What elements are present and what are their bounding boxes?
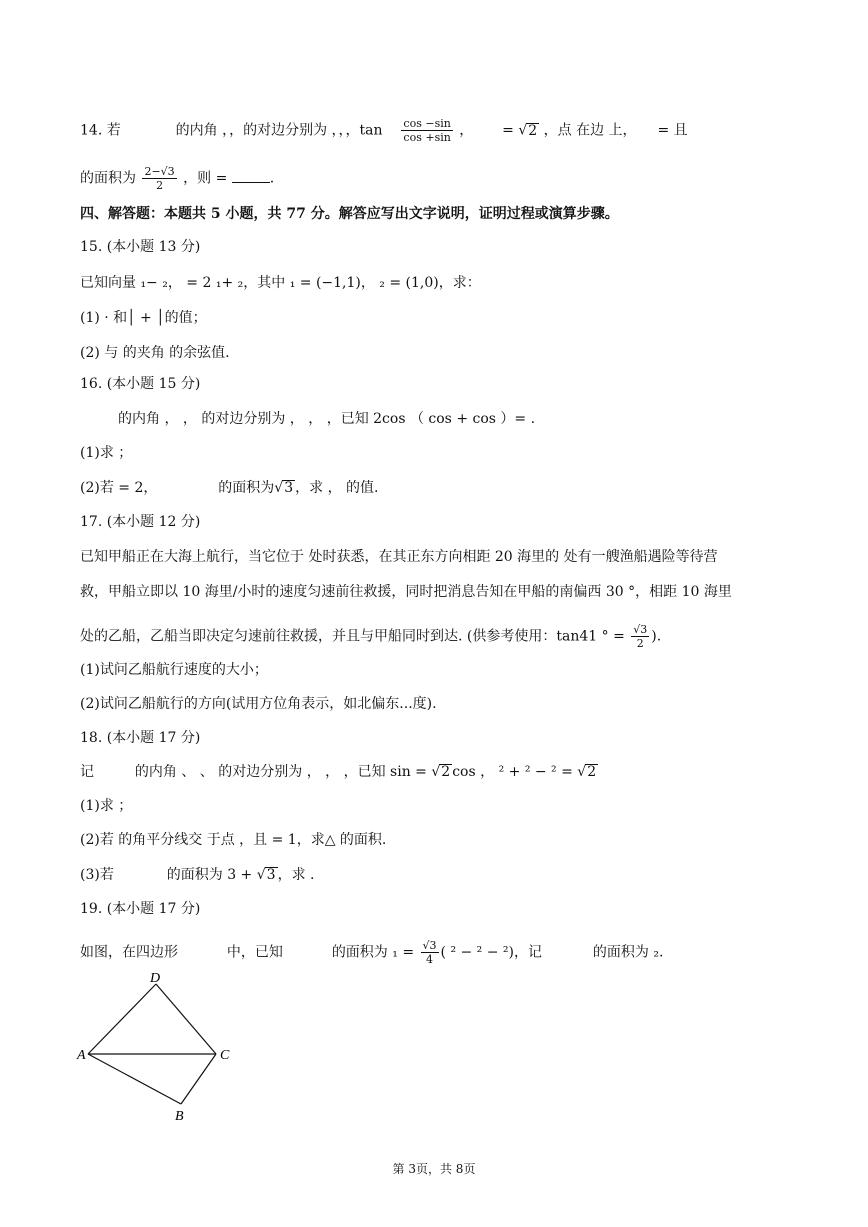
q19-stem-d: ( ² − ² − ²)，记: [440, 944, 543, 961]
q17-part-2: (2)试问乙船航行的方向(试用方位角表示，如北偏东...度).: [80, 696, 437, 712]
q14-area-numerator: 2−√3: [144, 165, 175, 178]
q17-header: 17. (本小题 12 分): [80, 514, 201, 530]
q14-text-f: = 且: [657, 122, 688, 139]
q16-part-2-a: (2)若 = 2，: [80, 480, 158, 496]
edge-bc: [181, 1054, 216, 1104]
q14-sqrt-2: 2: [528, 122, 538, 139]
q15-part-1: (1) · 和│ + │的值；: [80, 310, 207, 326]
q18-stem: [80, 764, 598, 779]
q17-tan-fraction: [631, 624, 649, 649]
q19-stem-b: 中，已知: [226, 944, 283, 961]
page-footer: 第 3页，共 8页: [392, 1162, 476, 1176]
q18-part-2: (2)若 的角平分线交 于点 ，且 = 1，求△ 的面积.: [80, 832, 387, 848]
q16-part-2-c: ，求 ， 的值.: [295, 480, 379, 496]
q16-part-1: (1)求 ；: [80, 445, 133, 461]
q19-stem-e: 的面积为 ₂.: [592, 944, 664, 961]
q14-text-e: ，点 在边 上，: [543, 122, 637, 139]
q18-part-3-a: (3)若: [80, 867, 114, 883]
q14-area-denominator: 2: [156, 179, 164, 192]
q15-part-2: (2) 与 的夹角 的余弦值.: [80, 345, 230, 361]
q18-header: 18. (本小题 17 分): [80, 730, 201, 746]
q18-stem-a: 记: [80, 764, 94, 780]
q17-line-3-b: ).: [651, 628, 662, 645]
q17-part-1: (1)试问乙船航行速度的大小；: [80, 662, 268, 678]
q17-tan-numerator: √3: [633, 623, 648, 636]
q18-part-3: [80, 867, 315, 882]
q14-area-fraction: [142, 166, 176, 191]
q17-line-1: 已知甲船正在大海上航行，当它位于 处时获悉，在其正东方向相距 20 海里的 处有一艘渔船遇险等待营: [80, 549, 718, 565]
vertex-label-a: A: [77, 1048, 86, 1063]
q17-line-3: [80, 624, 661, 649]
vertex-label-b: B: [175, 1109, 184, 1124]
q14-text-c: ，: [459, 122, 474, 139]
q14-text-a: 14. 若: [80, 122, 121, 139]
q18-stem-b: 的内角 、 、 的对边分别为 ， ， ，已知 sin = √: [134, 764, 441, 780]
q17-line-3-a: 处的乙船，乙船当即决定匀速前往救援，并且与甲船同时到达. (供参考使用：tan41 ° =: [80, 628, 625, 645]
edge-ab: [88, 1054, 181, 1104]
q16-part-2: [80, 480, 378, 495]
q18-part-1: (1)求 ；: [80, 798, 133, 814]
q14-text-then: ，则 =: [183, 170, 228, 187]
q18-sqrt-2-b: 2: [587, 764, 597, 780]
q15-stem: 已知向量 ₁− ₂， = 2 ₁+ ₂，其中 ₁ = (−1,1)， ₂ = (1,0)，求：: [80, 275, 481, 291]
q14-tan-numerator: cos −sin: [403, 117, 451, 130]
q19-area-numerator: √3: [422, 939, 437, 952]
q18-sqrt-3: 3: [266, 867, 276, 883]
section-4-heading: 四、解答题：本题共 5 小题，共 77 分。解答应写出文字说明，证明过程或演算步骤。: [80, 206, 619, 222]
q16-stem: 的内角 ， ， 的对边分别为 ， ， ，已知 2cos （ cos + cos ）= .: [118, 411, 536, 427]
q19-area-fraction: [421, 940, 439, 965]
edge-ad: [88, 984, 156, 1054]
q19-stem-a: 如图，在四边形: [80, 944, 178, 961]
edge-dc: [156, 984, 216, 1054]
q18-part-3-b: 的面积为 3 + √: [166, 867, 266, 883]
q19-stem-c: 的面积为 ₁ =: [331, 944, 415, 961]
q14-line-2: [80, 166, 274, 191]
q14-text-d: = √: [502, 122, 528, 139]
q18-part-3-c: ，求 .: [277, 867, 315, 883]
q14-answer-blank: [232, 182, 270, 183]
q17-tan-denominator: 2: [636, 637, 644, 650]
q16-header: 16. (本小题 15 分): [80, 376, 201, 392]
q16-sqrt-3: 3: [284, 480, 294, 496]
q19-stem: [80, 940, 663, 965]
q17-line-2: 救，甲船立即以 10 海里/小时的速度匀速前往救援，同时把消息告知在甲船的南偏西 30 °，相距 10 海里: [80, 584, 732, 600]
q16-part-2-b: 的面积为√: [218, 480, 284, 496]
q14-tan-fraction: [401, 118, 452, 143]
vertex-label-c: C: [220, 1048, 230, 1063]
vertex-label-d: D: [150, 971, 161, 986]
q18-stem-c: cos ， ² + ² − ² = √: [452, 764, 587, 780]
q14-text-b: 的内角 ，，的对边分别为 ，，，tan: [175, 122, 383, 139]
q19-header: 19. (本小题 17 分): [80, 901, 201, 917]
q15-header: 15. (本小题 13 分): [80, 239, 201, 255]
q19-area-denominator: 4: [426, 953, 434, 966]
q14-line-1: [80, 118, 688, 143]
q14-period: .: [269, 170, 275, 187]
q14-area-label: 的面积为: [80, 170, 136, 187]
q14-tan-denominator: cos +sin: [403, 131, 451, 144]
q18-sqrt-2-a: 2: [441, 764, 451, 780]
quadrilateral-figure: [76, 970, 246, 1125]
